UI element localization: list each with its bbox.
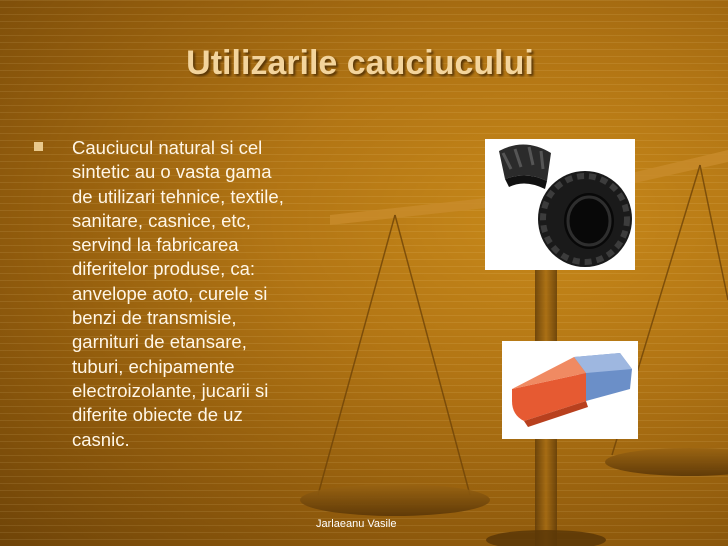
- bullet-square-icon: [34, 142, 43, 151]
- tires-image: [485, 139, 635, 270]
- eraser-image: [502, 341, 638, 439]
- footer-author: Jarlaeanu Vasile: [316, 518, 397, 530]
- bullet-list: [34, 136, 354, 452]
- bullet-text: Cauciucul natural si cel sintetic au o vasta gama de utilizari tehnice, textile, sanitare, casnice, etc, servind la fabricarea diferitelor produse, ca: anvelope aoto, curele si benzi de transmisie, garnituri de etansare, tuburi, echipamente electroizolante, jucarii si diferite obiecte de uz casnic.: [72, 137, 284, 450]
- slide-title: Utilizarile cauciucului: [186, 44, 534, 82]
